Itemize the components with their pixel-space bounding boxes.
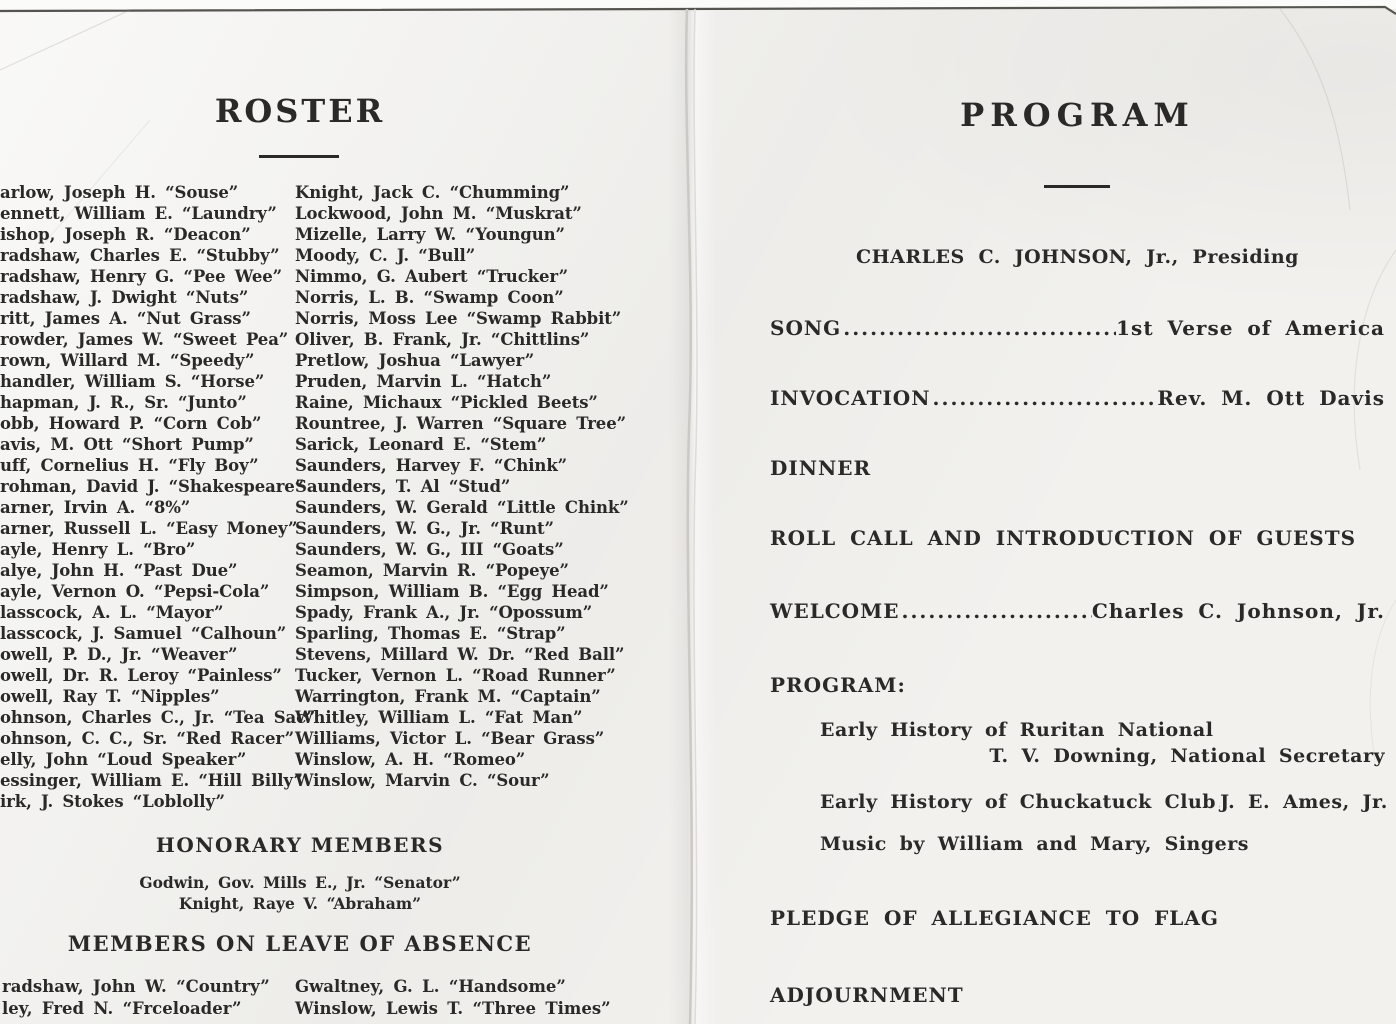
roster-entry: Saunders, W. G., III “Goats”	[295, 540, 564, 559]
roster-entry: obb, Howard P. “Corn Cob”	[0, 414, 262, 433]
program-item-dinner	[770, 456, 1385, 480]
roster-member-list	[0, 182, 690, 812]
program-item-value: Rev. M. Ott Davis	[1157, 386, 1385, 410]
roster-entry: ayle, Vernon O. “Pepsi-Cola”	[0, 582, 270, 601]
honorary-members-list	[0, 872, 600, 914]
roster-entry: Norris, Moss Lee “Swamp Rabbit”	[295, 309, 622, 328]
leave-column-1	[0, 976, 295, 1020]
program-item-value: Charles C. Johnson, Jr.	[1091, 599, 1385, 623]
program-sub-value: J. E. Ames, Jr.	[1220, 791, 1388, 813]
roster-entry: Nimmo, G. Aubert “Trucker”	[295, 267, 568, 286]
roster-entry: Williams, Victor L. “Bear Grass”	[295, 729, 605, 748]
roster-entry: Whitley, William L. “Fat Man”	[295, 708, 583, 727]
roster-entry: uff, Cornelius H. “Fly Boy”	[0, 456, 259, 475]
leave-of-absence-list	[0, 976, 690, 1020]
leave-entry: ley, Fred N. “Frceloader”	[2, 999, 242, 1018]
program-item-label: SONG	[770, 316, 842, 340]
leader-dots	[900, 599, 1092, 623]
roster-entry: arner, Irvin A. “8%”	[0, 498, 191, 517]
roster-entry: Sparling, Thomas E. “Strap”	[295, 624, 566, 643]
roster-entry: Seamon, Marvin R. “Popeye”	[295, 561, 569, 580]
roster-entry: Winslow, A. H. “Romeo”	[295, 750, 526, 769]
roster-entry: Winslow, Marvin C. “Sour”	[295, 771, 550, 790]
roster-page-title: ROSTER	[214, 92, 386, 130]
program-item-song	[770, 316, 1385, 340]
roster-column-2	[295, 182, 690, 812]
program-item-label: ROLL CALL AND INTRODUCTION OF GUESTS	[770, 526, 1357, 550]
program-page-title: PROGRAM	[960, 96, 1195, 134]
roster-entry: rohman, David J. “Shakespeare”	[0, 477, 305, 496]
roster-entry: Moody, C. J. “Bull”	[295, 246, 476, 265]
roster-entry: ohnson, C. C., Sr. “Red Racer”	[0, 729, 295, 748]
program-sub-label: Early History of Chuckatuck Club	[820, 791, 1217, 813]
roster-entry: ennett, William E. “Laundry”	[0, 204, 277, 223]
roster-entry: Spady, Frank A., Jr. “Opossum”	[295, 603, 593, 622]
roster-entry: Simpson, William B. “Egg Head”	[295, 582, 609, 601]
leave-of-absence-heading: MEMBERS ON LEAVE OF ABSENCE	[67, 931, 533, 956]
roster-entry: Raine, Michaux “Pickled Beets”	[295, 393, 598, 412]
roster-entry: Mizelle, Larry W. “Youngun”	[295, 225, 565, 244]
roster-entry: essinger, William E. “Hill Billy”	[0, 771, 303, 790]
roster-entry: arlow, Joseph H. “Souse”	[0, 183, 239, 202]
roster-entry: rowder, James W. “Sweet Pea”	[0, 330, 289, 349]
roster-entry: Warrington, Frank M. “Captain”	[295, 687, 601, 706]
leader-dots	[931, 386, 1158, 410]
roster-entry: avis, M. Ott “Short Pump”	[0, 435, 254, 454]
program-sub-chuckatuck-history	[820, 791, 1388, 813]
program-item-adjournment: ADJOURNMENT	[770, 983, 964, 1007]
roster-entry: owell, P. D., Jr. “Weaver”	[0, 645, 238, 664]
roster-entry: Pretlow, Joshua “Lawyer”	[295, 351, 535, 370]
leave-entry: radshaw, John W. “Country”	[2, 977, 270, 996]
honorary-member-entry: Knight, Raye V. “Abraham”	[178, 894, 422, 913]
roster-entry: Pruden, Marvin L. “Hatch”	[295, 372, 552, 391]
program-item-pledge: PLEDGE OF ALLEGIANCE TO FLAG	[770, 906, 1219, 930]
roster-entry: Saunders, W. G., Jr. “Runt”	[295, 519, 554, 538]
program-sub-ruritan-history: Early History of Ruritan National	[820, 719, 1214, 741]
roster-entry: hapman, J. R., Sr. “Junto”	[0, 393, 247, 412]
roster-entry: radshaw, J. Dwight “Nuts”	[0, 288, 249, 307]
roster-entry: Tucker, Vernon L. “Road Runner”	[295, 666, 616, 685]
roster-entry: Rountree, J. Warren “Square Tree”	[295, 414, 626, 433]
roster-entry: ayle, Henry L. “Bro”	[0, 540, 196, 559]
roster-entry: elly, John “Loud Speaker”	[0, 750, 247, 769]
roster-entry: ohnson, Charles C., Jr. “Tea Sac”	[0, 708, 316, 727]
leader-dots	[841, 316, 1116, 340]
roster-entry: Saunders, Harvey F. “Chink”	[295, 456, 568, 475]
roster-entry: owell, Dr. R. Leroy “Painless”	[0, 666, 282, 685]
honorary-member-entry: Godwin, Gov. Mills E., Jr. “Senator”	[139, 873, 461, 892]
roster-entry: Saunders, T. Al “Stud”	[295, 477, 511, 496]
program-item-label: WELCOME	[770, 599, 900, 623]
program-item-label: PROGRAM:	[770, 673, 906, 697]
leave-column-2	[295, 976, 690, 1020]
leave-entry: Winslow, Lewis T. “Three Times”	[295, 999, 611, 1018]
roster-entry: irk, J. Stokes “Loblolly”	[0, 792, 225, 811]
presiding-line: CHARLES C. JOHNSON, Jr., Presiding	[856, 246, 1299, 268]
roster-entry: arner, Russell L. “Easy Money”	[0, 519, 298, 538]
program-item-label: INVOCATION	[770, 386, 931, 410]
roster-column-1	[0, 182, 316, 812]
program-item-label: DINNER	[770, 456, 872, 480]
roster-entry: rown, Willard M. “Speedy”	[0, 351, 255, 370]
roster-entry: Saunders, W. Gerald “Little Chink”	[295, 498, 629, 517]
program-item-invocation	[770, 386, 1385, 410]
roster-entry: alye, John H. “Past Due”	[0, 561, 238, 580]
roster-entry: handler, William S. “Horse”	[0, 372, 265, 391]
program-title-rule	[1044, 185, 1110, 188]
leave-entry: Gwaltney, G. L. “Handsome”	[295, 977, 566, 996]
program-item-program-heading	[770, 673, 1385, 697]
roster-entry: ishop, Joseph R. “Deacon”	[0, 225, 251, 244]
roster-entry: Knight, Jack C. “Chumming”	[295, 183, 570, 202]
roster-entry: radshaw, Henry G. “Pee Wee”	[0, 267, 283, 286]
program-item-welcome	[770, 599, 1385, 623]
roster-entry: ritt, James A. “Nut Grass”	[0, 309, 251, 328]
roster-entry: lasscock, A. L. “Mayor”	[0, 603, 224, 622]
roster-entry: Oliver, B. Frank, Jr. “Chittlins”	[295, 330, 590, 349]
roster-entry: Stevens, Millard W. Dr. “Red Ball”	[295, 645, 625, 664]
roster-entry: lasscock, J. Samuel “Calhoun”	[0, 624, 287, 643]
roster-title-rule	[259, 155, 339, 158]
program-item-roll-call	[770, 526, 1385, 550]
roster-entry: radshaw, Charles E. “Stubby”	[0, 246, 280, 265]
program-sub-downing-credit: T. V. Downing, National Secretary	[989, 745, 1385, 767]
honorary-members-heading: HONORARY MEMBERS	[155, 833, 445, 857]
program-item-value: 1st Verse of America	[1116, 316, 1385, 340]
roster-entry: Sarick, Leonard E. “Stem”	[295, 435, 547, 454]
program-sub-music: Music by William and Mary, Singers	[820, 833, 1249, 855]
roster-entry: Lockwood, John M. “Muskrat”	[295, 204, 582, 223]
roster-entry: Norris, L. B. “Swamp Coon”	[295, 288, 564, 307]
roster-entry: owell, Ray T. “Nipples”	[0, 687, 220, 706]
